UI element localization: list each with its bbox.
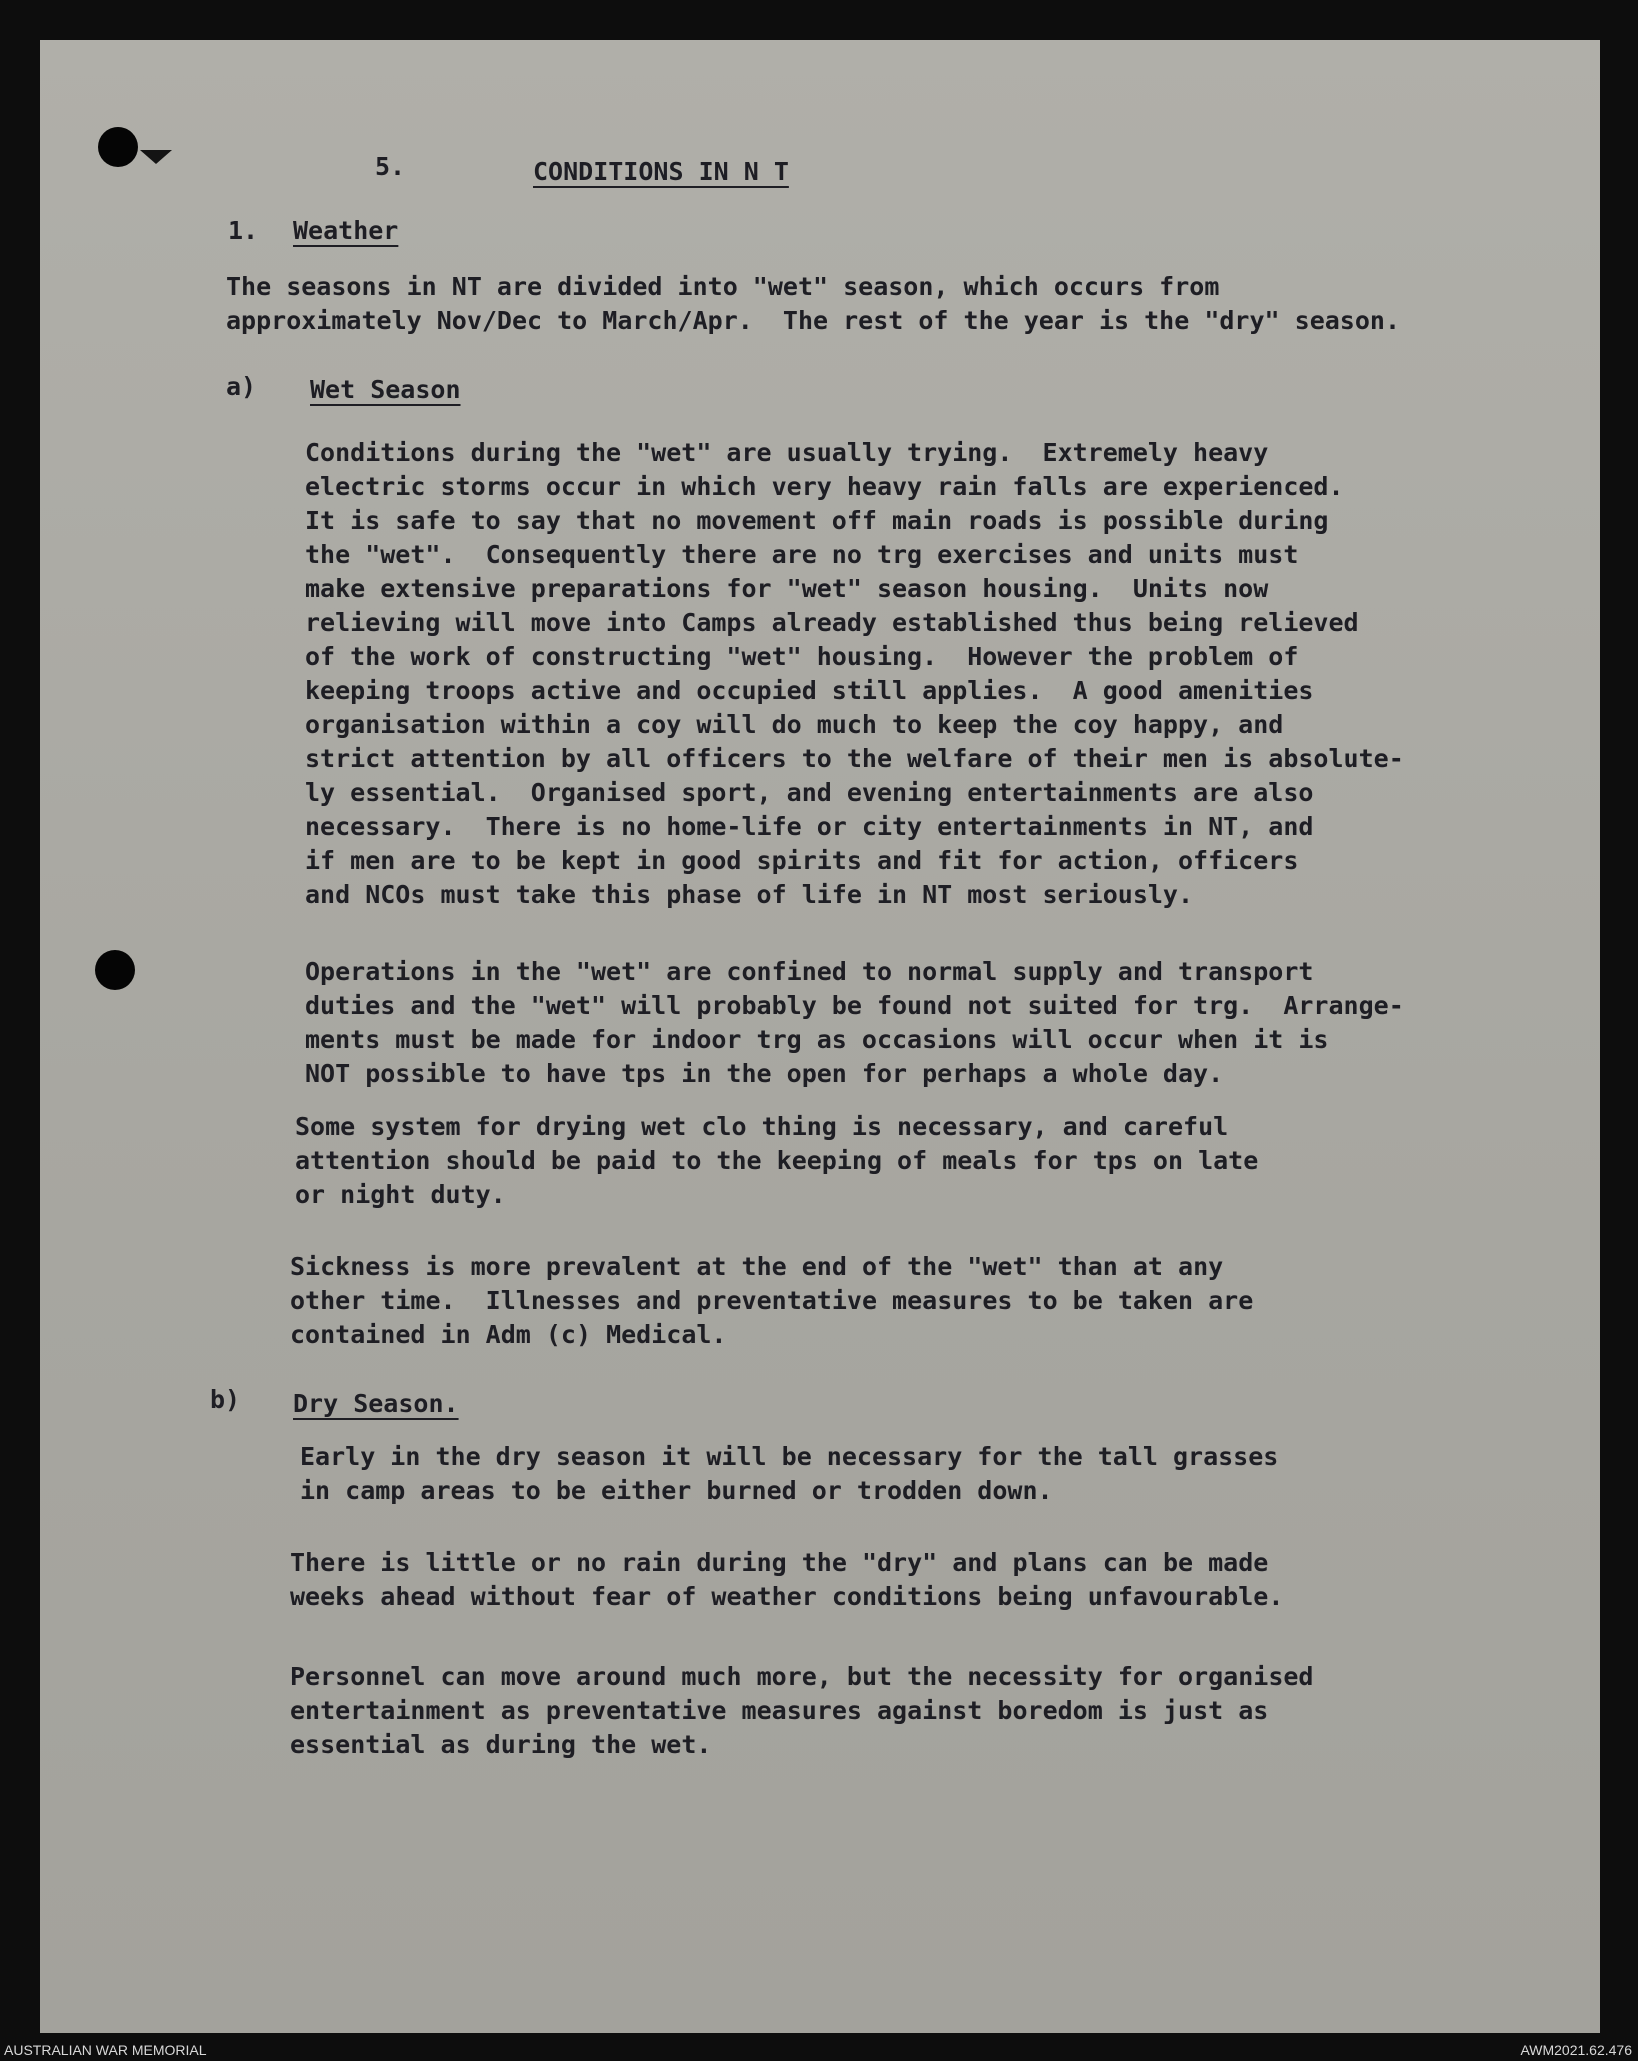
dry-season-paragraph: There is little or no rain during the "dry" and plans can be made weeks ahead without fear of weather conditions being unfavourable. [290,1548,1284,1611]
punch-hole [95,950,135,990]
subsection-heading-wet-season: Wet Season [310,375,461,404]
section-number: 1. [228,216,259,245]
dry-season-paragraph: Personnel can move around much more, but the necessity for organised entertainment as preventative measures against boredom is just as essential as during the wet. [290,1662,1314,1759]
weather-intro-paragraph: The seasons in NT are divided into "wet" season, which occurs from approximately Nov/Dec to March/Apr. The rest of the year is the "dry" season. [226,272,1400,335]
wet-season-paragraph: Conditions during the "wet" are usually trying. Extremely heavy electric storms occur in which very heavy rain falls are experienced. It is safe to say that no movement off main roads is possible during the "wet". Consequently there are no trg exercises and units must make extensive preparations for "wet" season housing. Units now relieving will move into Camps already established thus being relieved of the work of constructing "wet" housing. However the problem of keeping troops active and occupied still applies. A good amenities organisation within a coy will do much to keep the coy happy, and strict attention by all officers to the welfare of their men is absolute- ly essential. Organised sport, and evening entertainments are also necessary. There is no home-life or city entertainments in NT, and if men are to be kept in good spirits and fit for action, officers and NCOs must take this phase of life in NT most seriously. [305,438,1404,909]
archive-reference-number: AWM2021.62.476 [1520,2042,1632,2058]
archive-credit: AUSTRALIAN WAR MEMORIAL [4,2042,207,2058]
wet-season-paragraph: Operations in the "wet" are confined to normal supply and transport duties and the "wet" will probably be found not suited for trg. Arrange- ments must be made for indoor trg as occasions will occur when it is NOT possible to have tps in the open for perhaps a whole day. [305,957,1404,1088]
punch-hole [98,127,138,167]
dry-season-paragraph: Early in the dry season it will be necessary for the tall grasses in camp areas to be either burned or trodden down. [300,1442,1279,1505]
subsection-label-a: a) [226,372,257,401]
page-number: 5. [375,152,406,181]
subsection-heading-dry-season: Dry Season. [293,1389,459,1418]
page-title: CONDITIONS IN N T [533,157,789,186]
subsection-label-b: b) [210,1385,241,1414]
wet-season-paragraph: Sickness is more prevalent at the end of the "wet" than at any other time. Illnesses and preventative measures to be taken are contained in Adm (c) Medical. [290,1252,1254,1349]
wet-season-paragraph: Some system for drying wet clo thing is necessary, and careful attention should be paid to the keeping of meals for tps on late or night duty. [295,1112,1259,1209]
section-heading-weather: Weather [293,216,399,245]
paper-tab-mark [140,150,172,164]
